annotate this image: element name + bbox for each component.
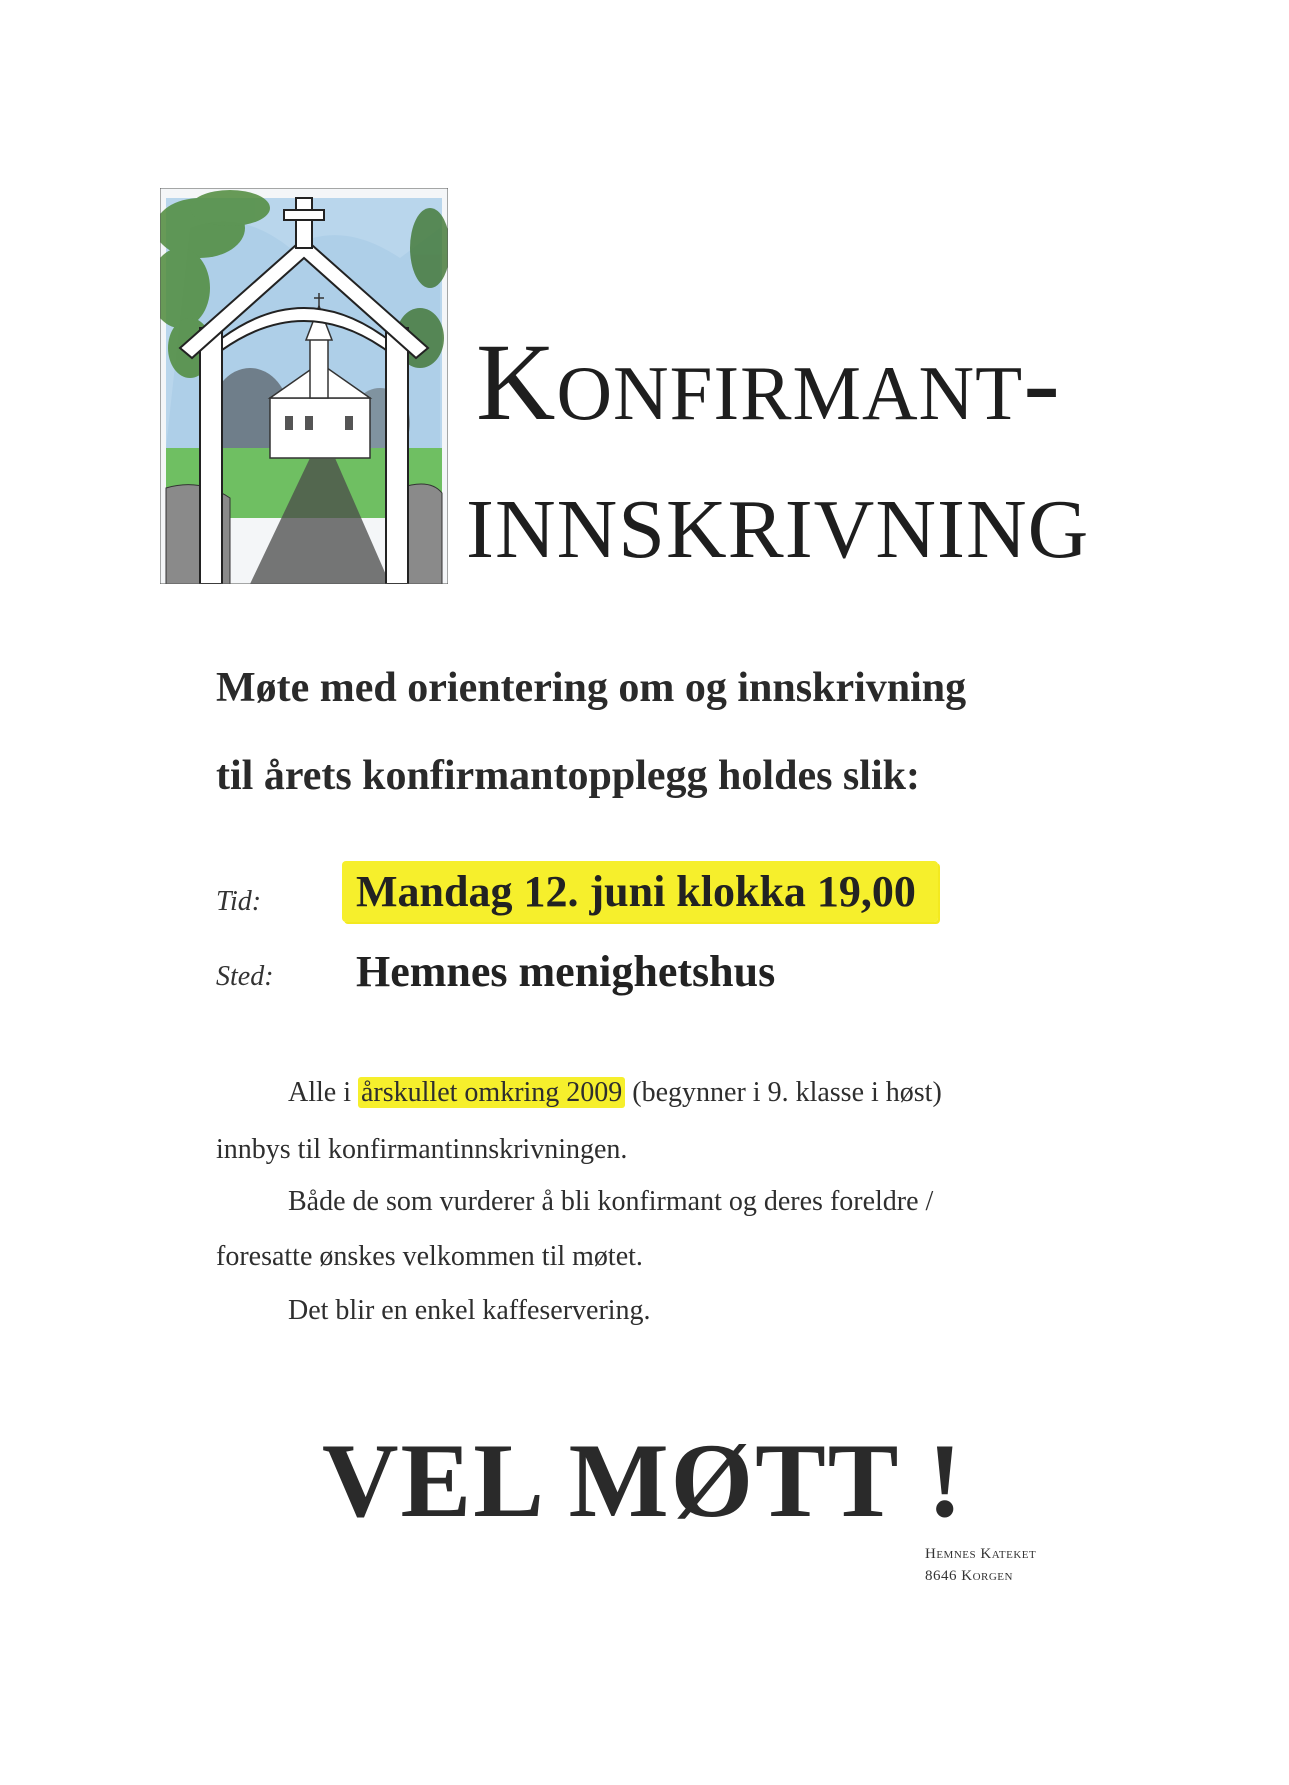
time-value-highlight: Mandag 12. juni klokka 19,00 <box>342 861 938 922</box>
footer-address: 8646 Korgen <box>925 1568 1013 1584</box>
body-paragraph-1-line-1 <box>288 1077 942 1109</box>
title-konfirmant: Konfirmant- <box>476 321 1061 443</box>
body-paragraph-1-line-2: innbys til konfirmantinnskrivningen. <box>216 1134 628 1165</box>
church-gate-illustration <box>160 188 448 584</box>
title-innskrivning: INNSKRIVNING <box>466 483 1090 576</box>
footer-sender: Hemnes Kateket <box>925 1546 1037 1562</box>
body-paragraph-2-line-2: foresatte ønskes velkommen til møtet. <box>216 1241 643 1272</box>
body-paragraph-3: Det blir en enkel kaffeservering. <box>288 1295 651 1326</box>
time-value <box>356 866 938 917</box>
place-label: Sted: <box>216 961 274 992</box>
place-value: Hemnes menighetshus <box>356 947 776 996</box>
body-p1-prefix: Alle i <box>288 1077 358 1108</box>
body-paragraph-2-line-1: Både de som vurderer å bli konfirmant og deres foreldre / <box>288 1186 934 1217</box>
closing-vel-mott: VEL MØTT ! <box>322 1422 965 1539</box>
intro-line-2: til årets konfirmantopplegg holdes slik: <box>216 753 920 799</box>
body-p1-suffix: (begynner i 9. klasse i høst) <box>625 1077 942 1108</box>
body-p1-highlight: årskullet omkring 2009 <box>358 1077 625 1108</box>
time-label: Tid: <box>216 886 262 917</box>
intro-line-1: Møte med orientering om og innskrivning <box>216 665 967 711</box>
